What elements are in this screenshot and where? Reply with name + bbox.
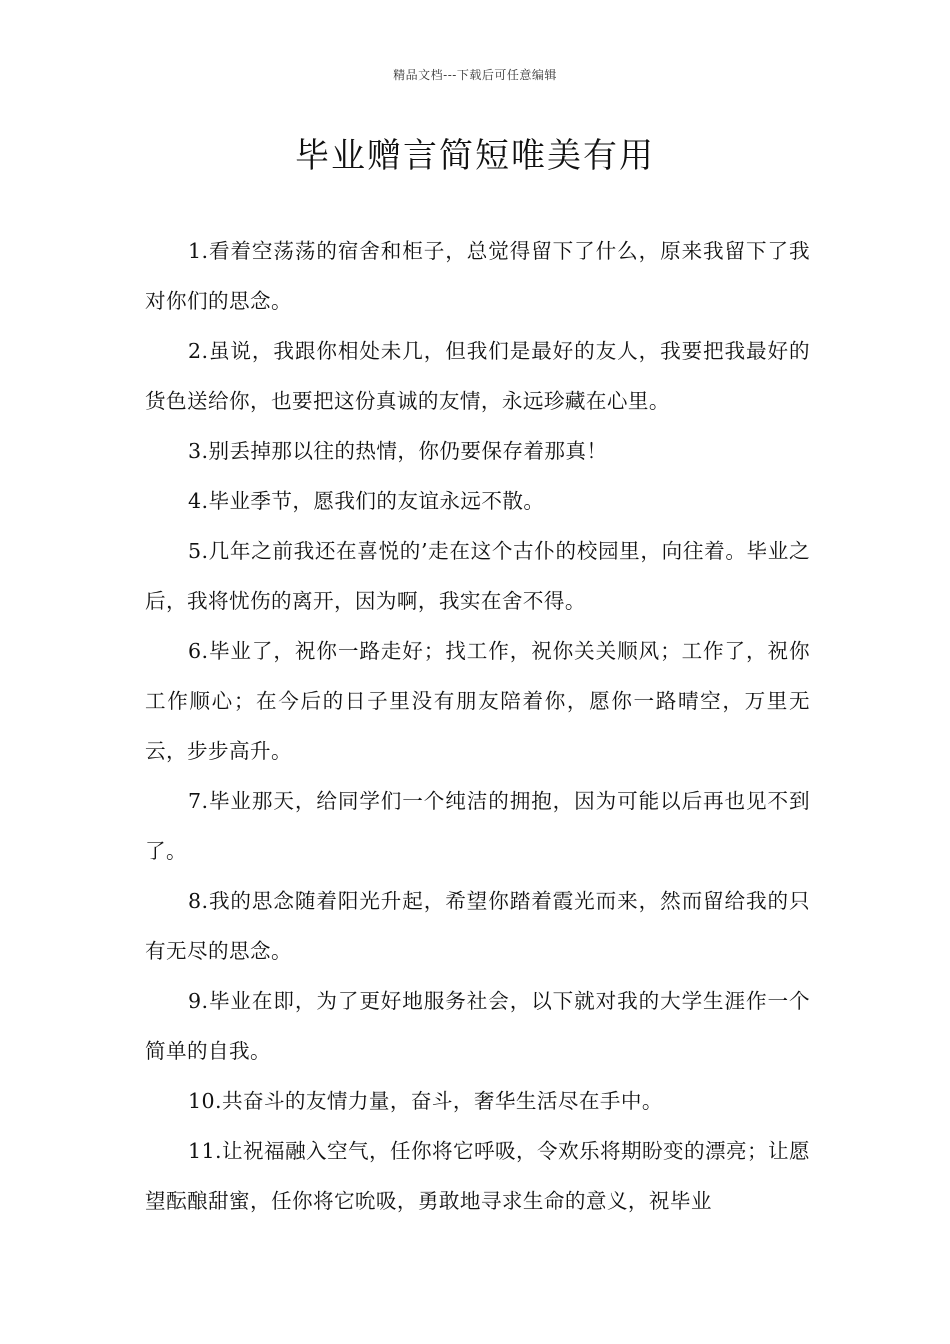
document-body bbox=[145, 226, 810, 1226]
paragraph-6: 6.毕业了，祝你一路走好；找工作，祝你关关顺风；工作了，祝你工作顺心；在今后的日子里没有朋友陪着你，愿你一路晴空，万里无云，步步高升。 bbox=[145, 639, 810, 763]
paragraph-7: 7.毕业那天，给同学们一个纯洁的拥抱，因为可能以后再也见不到了。 bbox=[145, 789, 810, 863]
paragraph-11: 11.让祝福融入空气，任你将它呼吸，令欢乐将期盼变的漂亮；让愿望酝酿甜蜜，任你将它吮吸，勇敢地寻求生命的意义，祝毕业 bbox=[145, 1139, 810, 1213]
paragraph-2: 2.虽说，我跟你相处未几，但我们是最好的友人，我要把我最好的货色送给你，也要把这份真诚的友情，永远珍藏在心里。 bbox=[145, 339, 810, 413]
paragraph-8: 8.我的思念随着阳光升起，希望你踏着霞光而来，然而留给我的只有无尽的思念。 bbox=[145, 889, 810, 963]
paragraph-9: 9.毕业在即，为了更好地服务社会，以下就对我的大学生涯作一个简单的自我。 bbox=[145, 989, 810, 1063]
paragraph-10: 10.共奋斗的友情力量，奋斗，奢华生活尽在手中。 bbox=[188, 1089, 663, 1113]
header-note: 精品文档---下载后可任意编辑 bbox=[393, 68, 557, 82]
page-title: 毕业赠言简短唯美有用 bbox=[295, 136, 655, 176]
paragraph-5: 5.几年之前我还在喜悦的’走在这个古仆的校园里，向往着。毕业之后，我将忧伤的离开，因为啊，我实在舍不得。 bbox=[145, 539, 810, 613]
paragraph-4: 4.毕业季节，愿我们的友谊永远不散。 bbox=[188, 489, 545, 513]
paragraph-1: 1.看着空荡荡的宿舍和柜子，总觉得留下了什么，原来我留下了我对你们的思念。 bbox=[145, 239, 810, 313]
paragraph-3: 3.别丢掉那以往的热情，你仍要保存着那真！ bbox=[188, 439, 608, 463]
